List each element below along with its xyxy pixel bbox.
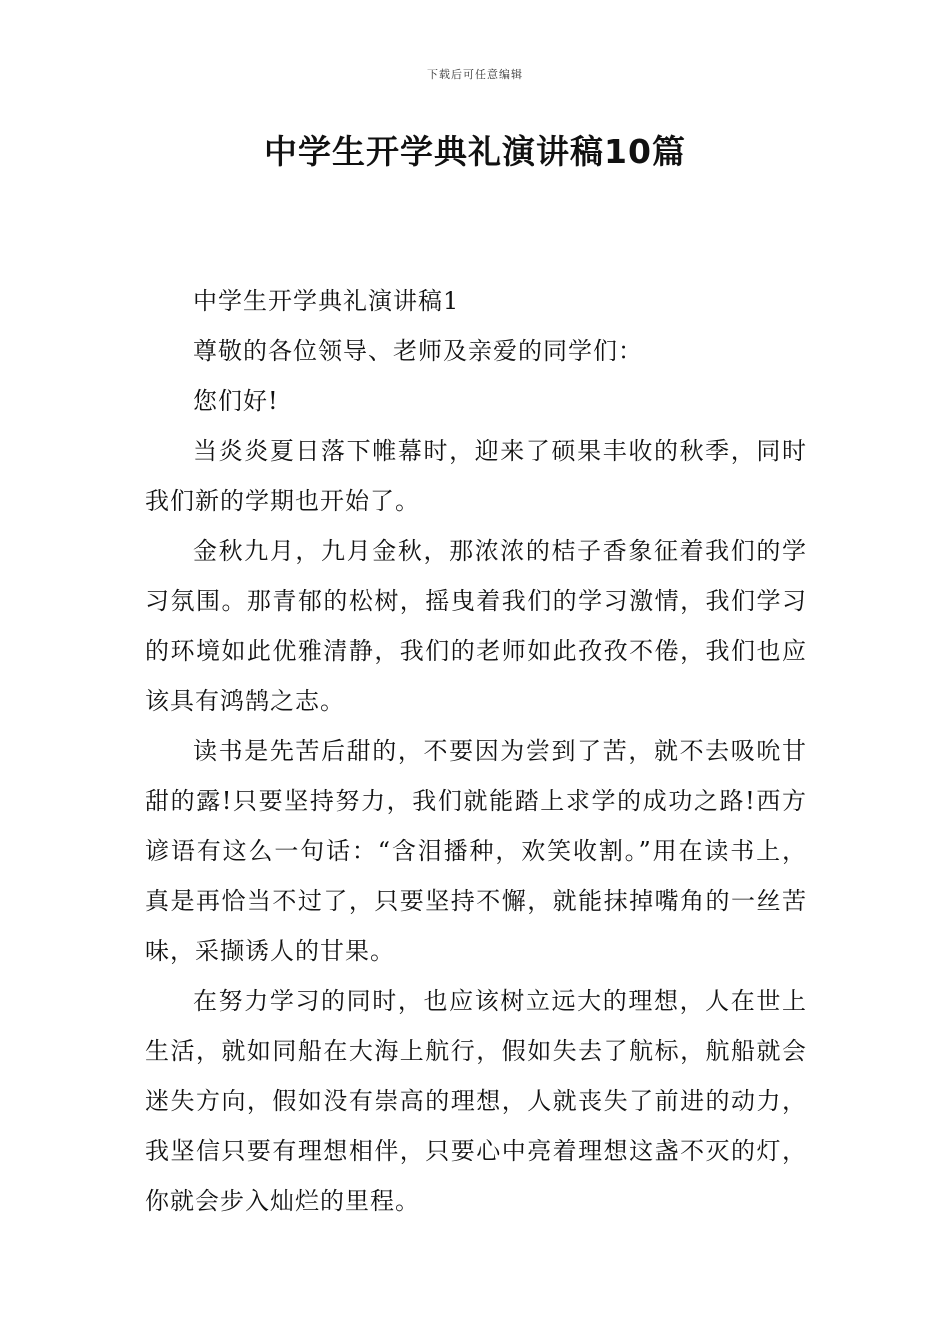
section-heading: 中学生开学典礼演讲稿1 [193,287,460,315]
header-note: 下载后可任意编辑 [427,68,523,81]
paragraph: 金秋九月，九月金秋，那浓浓的桔子香象征着我们的学习氛围。那青郁的松树，摇曳着我们的学习激情，我们学习的环境如此优雅清静，我们的老师如此孜孜不倦，我们也应该具有鸿鹄之志。 [145,537,807,715]
document-body [145,276,807,1226]
paragraph: 读书是先苦后甜的，不要因为尝到了苦，就不去吸吮甘甜的露!只要坚持努力，我们就能踏上求学的成功之路!西方谚语有这么一句话：“含泪播种，欢笑收割。”用在读书上，真是再恰当不过了，只要坚持不懈，就能抹掉嘴角的一丝苦味，采撷诱人的甘果。 [145,737,807,965]
document-title: 中学生开学典礼演讲稿10篇 [264,132,686,171]
paragraph: 当炎炎夏日落下帷幕时，迎来了硕果丰收的秋季，同时我们新的学期也开始了。 [145,437,807,515]
greeting: 您们好! [193,387,279,415]
salutation: 尊敬的各位领导、老师及亲爱的同学们： [193,337,643,365]
paragraph: 在努力学习的同时，也应该树立远大的理想，人在世上生活，就如同船在大海上航行，假如失去了航标，航船就会迷失方向，假如没有崇高的理想，人就丧失了前进的动力，我坚信只要有理想相伴，只要心中亮着理想这盏不灭的灯，你就会步入灿烂的里程。 [145,987,807,1215]
